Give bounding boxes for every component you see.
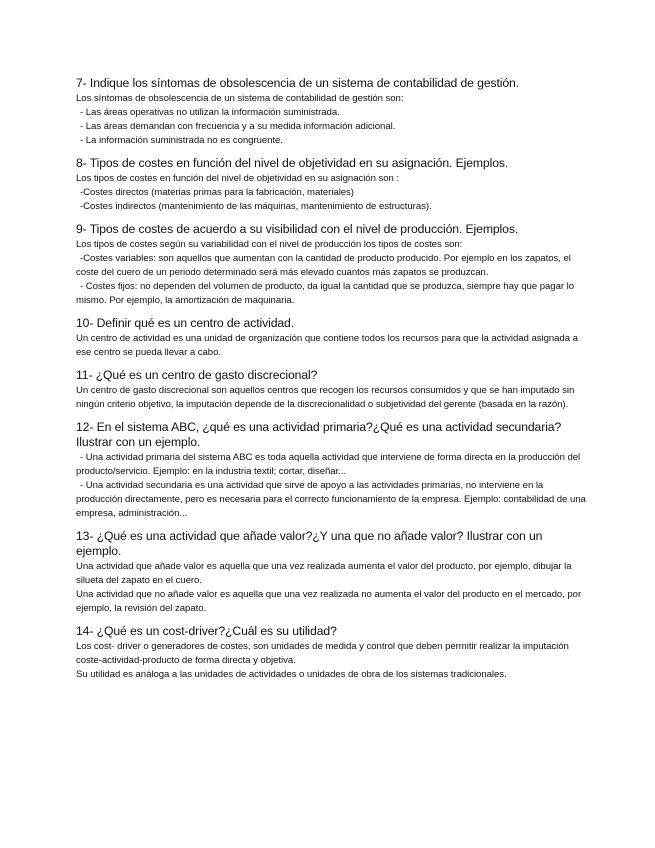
answer-line: -Costes indirectos (mantenimiento de las máquinas, mantenimiento de estructuras). — [80, 201, 432, 212]
section-9 — [76, 222, 586, 308]
section-11 — [76, 368, 586, 412]
question-heading: 10- Definir qué es un centro de actividad. — [76, 316, 295, 330]
answer-paragraph: - Costes fijos: no dependen del volumen de producto, da igual la cantidad que se produzca, siempre hay que pagar lo mismo. Por ejemplo, la amortización de maquinaria. — [76, 281, 574, 306]
answer-line: - Las áreas demandan con frecuencia y a su medida información adicional. — [80, 121, 396, 132]
question-heading: 11- ¿Qué es un centro de gasto discrecional? — [76, 368, 318, 382]
answer-line: Los tipos de costes según su variabilidad con el nivel de producción los tipos de costes son: — [76, 239, 463, 250]
answer-paragraph: Un centro de actividad es una unidad de organización que contiene todos los recursos para que la actividad asignada a ese centro se pueda llevar a cabo. — [76, 333, 578, 358]
section-14 — [76, 624, 586, 682]
question-heading: 8- Tipos de costes en función del nivel de objetividad en su asignación. Ejemplos. — [76, 156, 509, 170]
answer-paragraph: Su utilidad es análoga a las unidades de actividades o unidades de obra de los sistemas tradicionales. — [76, 669, 507, 680]
answer-paragraph: - Una actividad secundaria es una actividad que sirve de apoyo a las actividades primarias, no interviene en la producción directamente, pero es necesaria para el correcto funcionamiento de la empresa. Ejemplo: contabilidad de una empresa, administración... — [76, 480, 586, 519]
question-heading: 13- ¿Qué es una actividad que añade valor?¿Y una que no añade valor? Ilustrar con un ejemplo. — [76, 529, 543, 558]
answer-line: Los tipos de costes en función del nivel de objetividad en su asignación son : — [76, 173, 400, 184]
answer-line: Los síntomas de obsolescencia de un sistema de contabilidad de gestión son: — [76, 93, 404, 104]
section-10 — [76, 316, 586, 360]
answer-line: - La información suministrada no es congruente. — [80, 135, 283, 146]
answer-paragraph: -Costes variables: son aquellos que aumentan con la cantidad de producto producido. Por ejemplo en los zapatos, el coste del cuero de un periodo determinado será más elevado cuantos más zapatos se produzcan. — [76, 253, 571, 278]
answer-paragraph: - Una actividad primaria del sistema ABC es toda aquella actividad que interviene de forma directa en la producción del producto/servicio. Ejemplo: en la industria textil; cortar, diseñar... — [76, 452, 581, 477]
question-heading: 14- ¿Qué es un cost-driver?¿Cuál es su utilidad? — [76, 624, 337, 638]
section-12 — [76, 420, 586, 521]
document-body — [76, 76, 586, 690]
answer-paragraph: Los cost- driver o generadores de costes, son unidades de medida y control que deben permitir realizar la imputación coste-actividad-producto de forma directa y objetiva. — [76, 641, 569, 666]
answer-paragraph: Un centro de gasto discrecional son aquellos centros que recogen los recursos consumidos y que se han imputado sin ningún criterio objetivo, la imputación depende de la discrecionalidad o subjetividad del gerente (basada en la razón). — [76, 385, 575, 410]
section-13 — [76, 529, 586, 616]
answer-paragraph: Una actividad que no añade valor es aquella que una vez realizada no aumenta el valor del producto en el mercado, por ejemplo, la revisión del zapato. — [76, 589, 582, 614]
question-heading: 7- Indique los síntomas de obsolescencia de un sistema de contabilidad de gestión. — [76, 76, 520, 90]
answer-line: - Las áreas operativas no utilizan la información suministrada. — [80, 107, 340, 118]
section-7 — [76, 76, 586, 148]
answer-line: -Costes directos (materias primas para la fabricación, materiales) — [80, 187, 354, 198]
section-8 — [76, 156, 586, 214]
question-heading: 9- Tipos de costes de acuerdo a su visibilidad con el nivel de producción. Ejemplos. — [76, 222, 519, 236]
answer-paragraph: Una actividad que añade valor es aquella que una vez realizada aumenta el valor del producto, por ejemplo, dibujar la silueta del zapato en el cuero. — [76, 561, 572, 586]
question-heading: 12- En el sistema ABC, ¿qué es una actividad primaria?¿Qué es una actividad secundaria? Ilustrar con un ejemplo. — [76, 420, 562, 449]
